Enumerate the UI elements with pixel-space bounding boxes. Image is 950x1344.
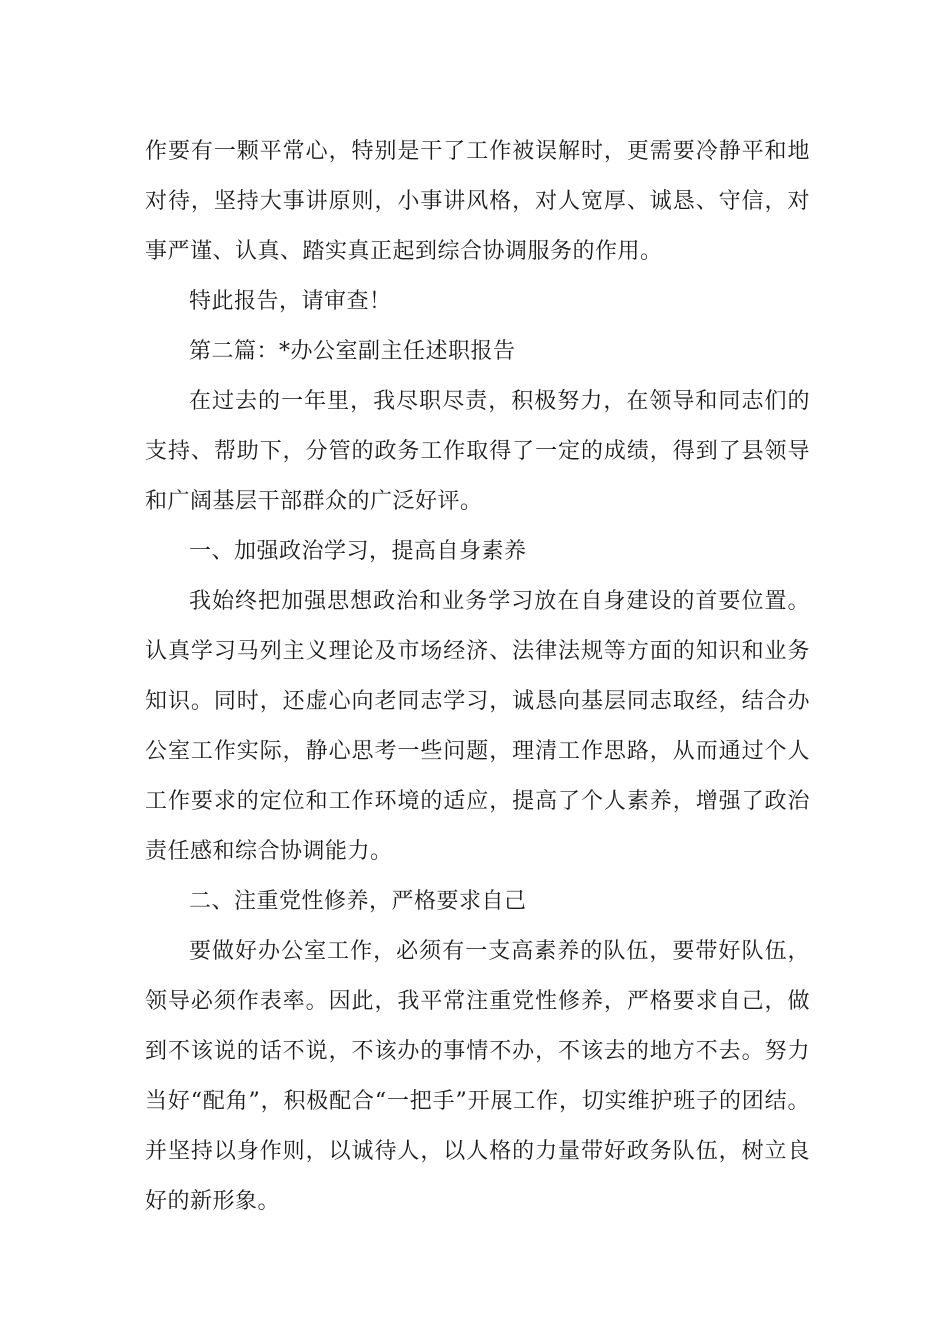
section-title: 第二篇：*办公室副主任述职报告 — [189, 339, 516, 364]
heading-2: 二、注重党性修养，严格要求自己 — [189, 889, 527, 914]
body-text — [145, 127, 810, 1227]
paragraph-continuation: 作要有一颗平常心，特别是干了工作被误解时，更需要冷静平和地对待，坚持大事讲原则，小事讲风格，对人宽厚、诚恳、守信，对事严谨、认真、踏实真正起到综合协调服务的作用。 — [145, 139, 810, 264]
paragraph-study: 我始终把加强思想政治和业务学习放在自身建设的首要位置。认真学习马列主义理论及市场经济、法律法规等方面的知识和业务知识。同时，还虚心向老同志学习，诚恳向基层同志取经，结合办公室工作实际，静心思考一些问题，理清工作思路，从而通过个人工作要求的定位和工作环境的适应，提高了个人素养，增强了政治责任感和综合协调能力。 — [145, 589, 810, 864]
paragraph-discipline: 要做好办公室工作，必须有一支高素养的队伍，要带好队伍，领导必须作表率。因此，我平常注重党性修养，严格要求自己，做到不该说的话不说，不该办的事情不办，不该去的地方不去。努力当好“配角”，积极配合“一把手”开展工作，切实维护班子的团结。并坚持以身作则，以诚待人，以人格的力量带好政务队伍，树立良好的新形象。 — [145, 939, 810, 1214]
paragraph-closing: 特此报告，请审查！ — [189, 289, 392, 314]
paragraph-intro: 在过去的一年里，我尽职尽责，积极努力，在领导和同志们的支持、帮助下，分管的政务工作取得了一定的成绩，得到了县领导和广阔基层干部群众的广泛好评。 — [145, 389, 810, 514]
heading-1: 一、加强政治学习，提高自身素养 — [189, 539, 527, 564]
